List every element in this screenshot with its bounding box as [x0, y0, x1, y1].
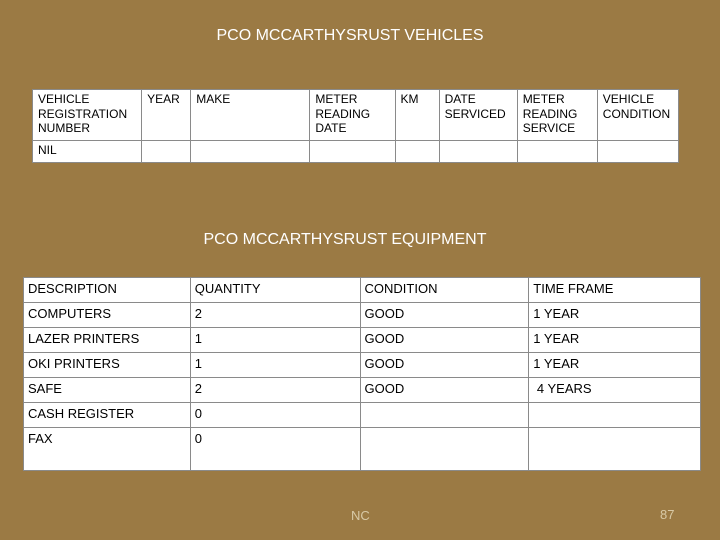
table-cell: [439, 141, 517, 163]
footer-initials: NC: [351, 508, 370, 523]
table-cell: [597, 141, 678, 163]
table-row: [24, 328, 701, 353]
vehicles-table: [32, 89, 679, 163]
table-cell: [310, 141, 395, 163]
vehicles-title: PCO MCCARTHYSRUST VEHICLES: [216, 27, 484, 44]
header-cell: METER READING SERVICE: [517, 90, 597, 141]
table-cell: 2: [190, 303, 360, 328]
equipment-table: [23, 277, 701, 471]
header-cell: CONDITION: [360, 278, 529, 303]
header-cell: YEAR: [142, 90, 191, 141]
equipment-header-row: [24, 278, 701, 303]
table-cell: 1: [190, 353, 360, 378]
table-cell: SAFE: [24, 378, 191, 403]
header-cell: VEHICLE REGISTRATION NUMBER: [33, 90, 142, 141]
table-row: [24, 303, 701, 328]
table-cell: 1 YEAR: [529, 328, 701, 353]
table-cell: [142, 141, 191, 163]
header-cell: VEHICLE CONDITION: [597, 90, 678, 141]
page-number: 87: [660, 507, 675, 522]
header-cell: TIME FRAME: [529, 278, 701, 303]
table-cell: [529, 403, 701, 428]
table-cell: NIL: [33, 141, 142, 163]
table-row: [24, 353, 701, 378]
table-cell: 1 YEAR: [529, 353, 701, 378]
table-cell: [360, 428, 529, 471]
table-cell: 4 YEARS: [529, 378, 701, 403]
equipment-title: PCO MCCARTHYSRUST EQUIPMENT: [203, 231, 487, 248]
table-cell: [517, 141, 597, 163]
table-cell: [191, 141, 310, 163]
table-row: [24, 378, 701, 403]
table-row: [24, 428, 701, 471]
table-cell: [360, 403, 529, 428]
table-cell: 1: [190, 328, 360, 353]
vehicles-header-row: [33, 90, 679, 141]
header-cell: QUANTITY: [190, 278, 360, 303]
table-cell: OKI PRINTERS: [24, 353, 191, 378]
table-cell: [529, 428, 701, 471]
table-cell: 0: [190, 428, 360, 471]
header-cell: DATE SERVICED: [439, 90, 517, 141]
table-cell: [395, 141, 439, 163]
table-cell: CASH REGISTER: [24, 403, 191, 428]
header-cell: METER READING DATE: [310, 90, 395, 141]
table-cell: GOOD: [360, 303, 529, 328]
table-cell: GOOD: [360, 353, 529, 378]
table-row: [33, 141, 679, 163]
table-cell: GOOD: [360, 378, 529, 403]
table-cell: LAZER PRINTERS: [24, 328, 191, 353]
table-cell: FAX: [24, 428, 191, 471]
table-cell: 1 YEAR: [529, 303, 701, 328]
table-cell: 0: [190, 403, 360, 428]
table-row: [24, 403, 701, 428]
header-cell: KM: [395, 90, 439, 141]
header-cell: DESCRIPTION: [24, 278, 191, 303]
table-cell: 2: [190, 378, 360, 403]
table-cell: GOOD: [360, 328, 529, 353]
header-cell: MAKE: [191, 90, 310, 141]
table-cell: COMPUTERS: [24, 303, 191, 328]
